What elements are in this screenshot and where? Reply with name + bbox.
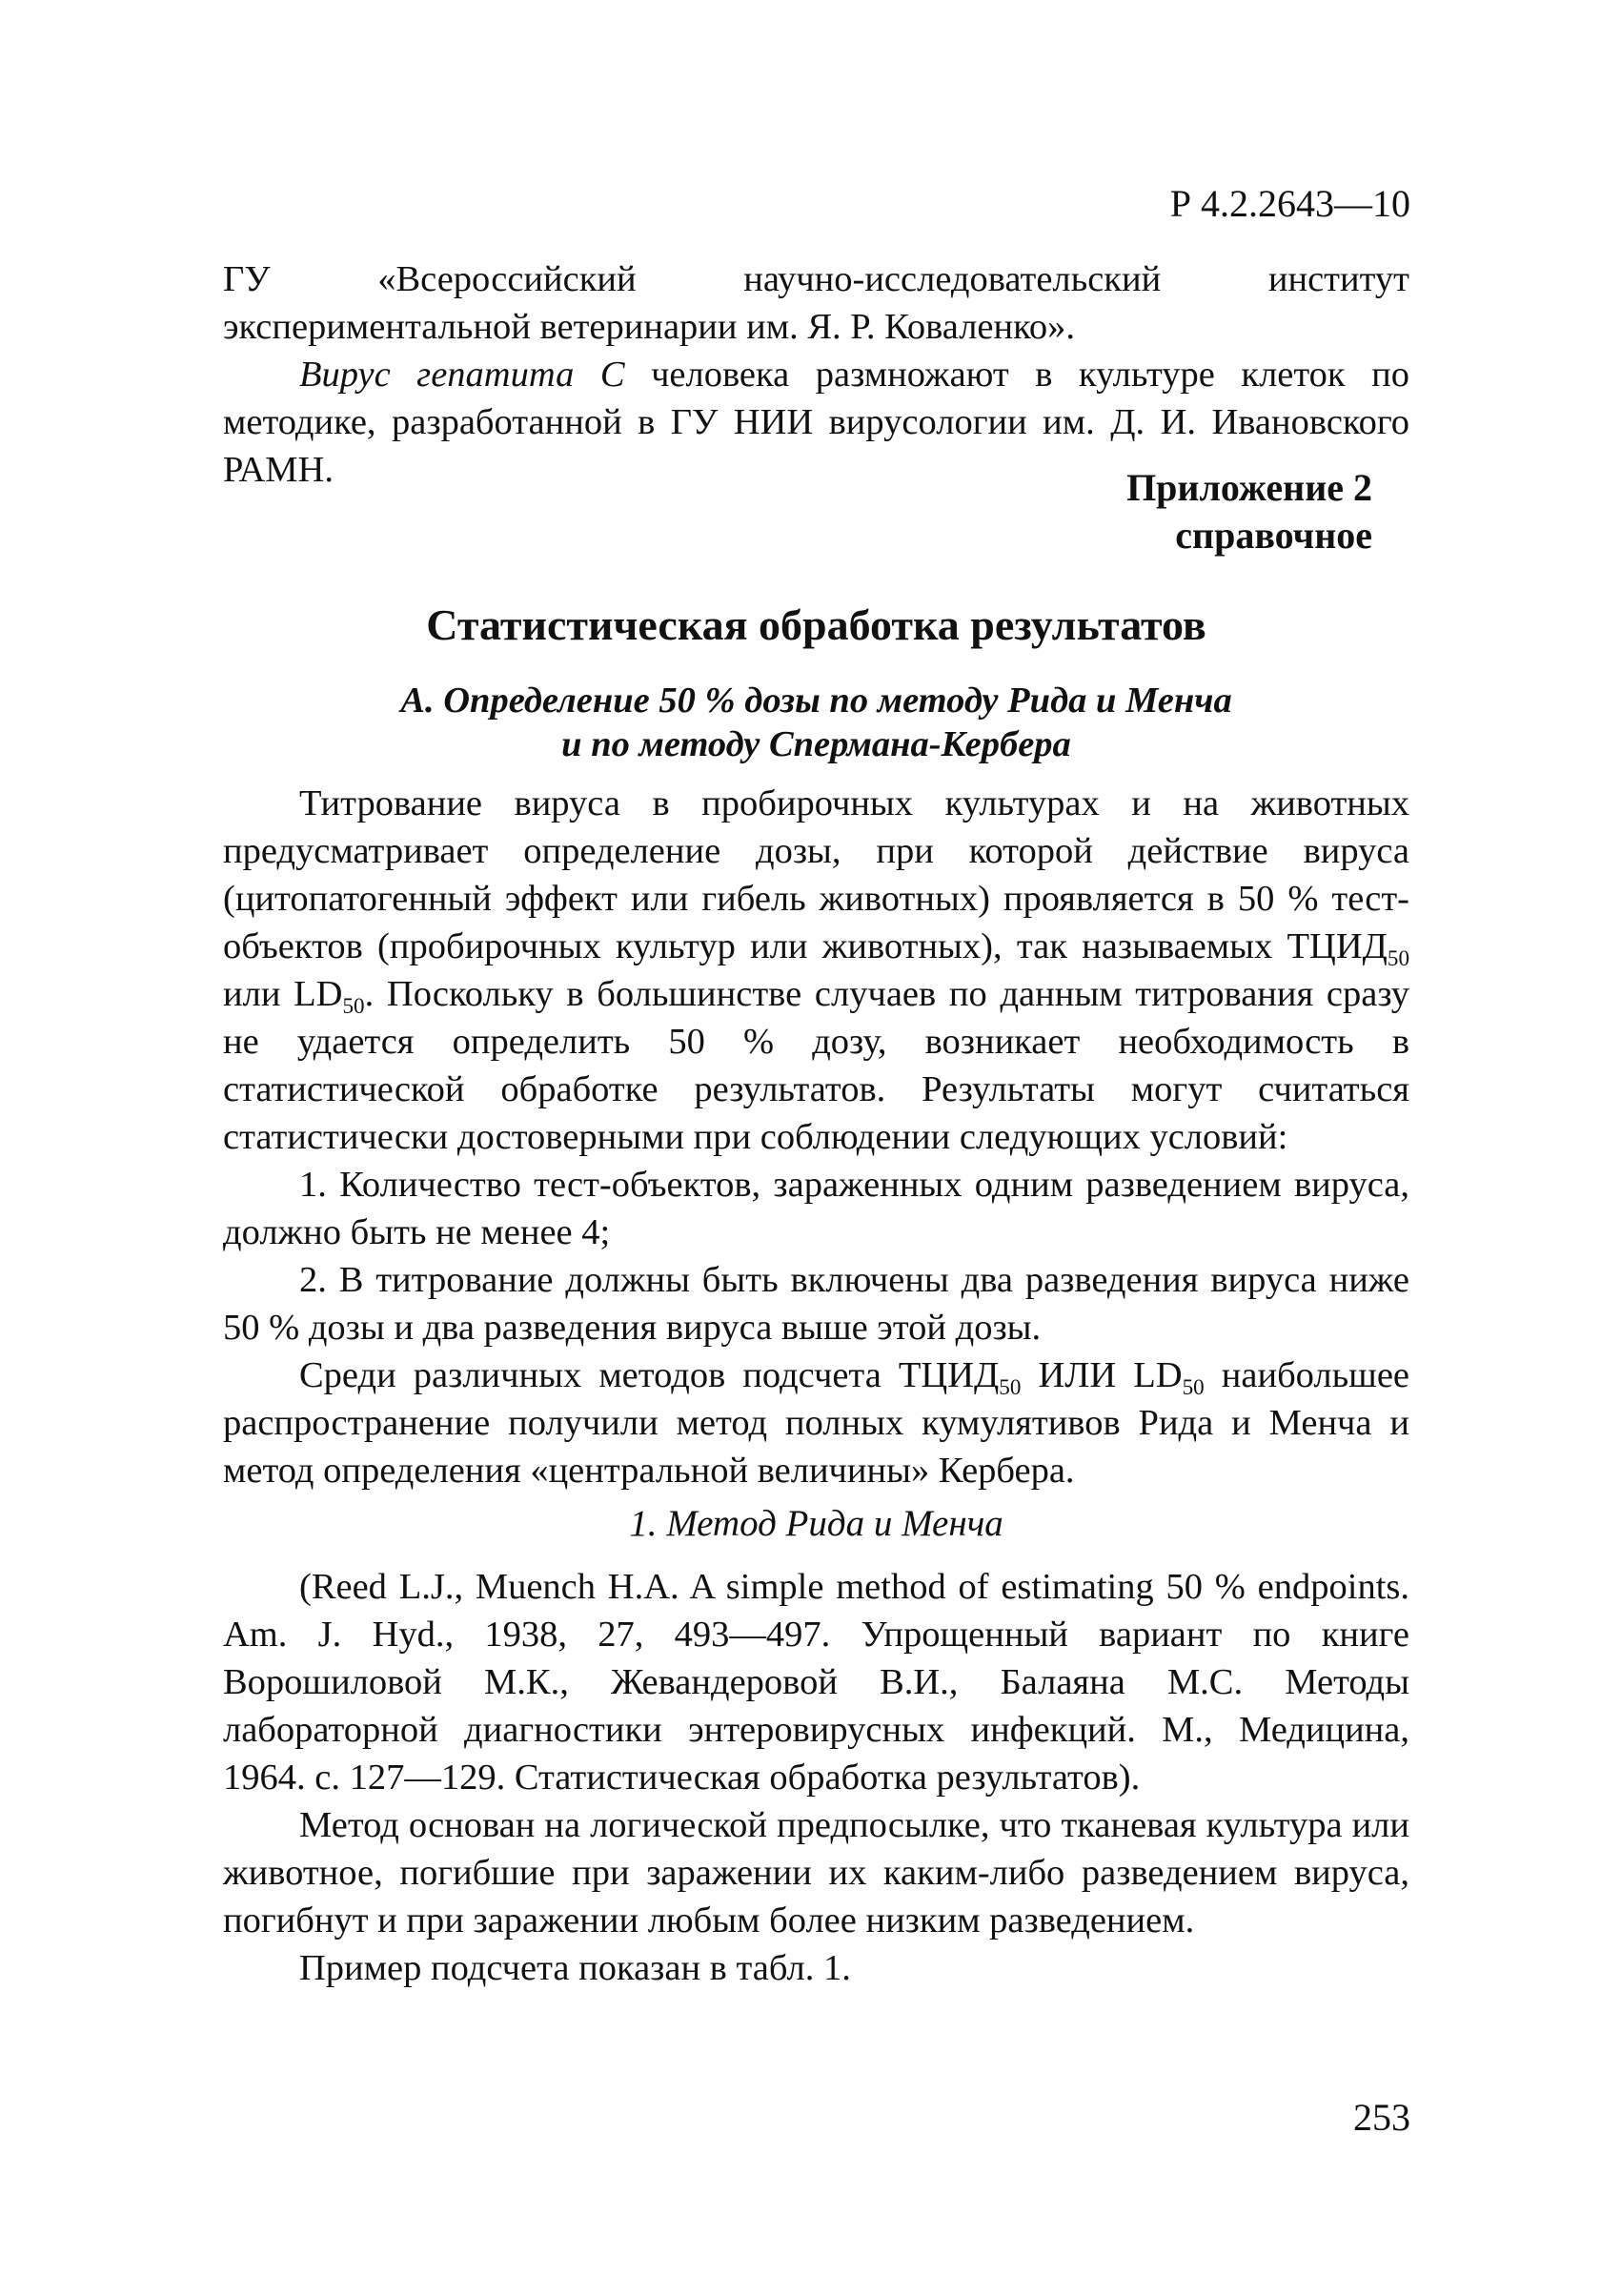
subscript-50: 50 bbox=[1182, 1374, 1205, 1399]
section-title: Статистическая обработка результатов bbox=[426, 600, 1206, 649]
body-paragraph-2-part-b: ИЛИ LD bbox=[1021, 1355, 1183, 1395]
intro-paragraph-1: ГУ «Всероссийский научно-исследовательский институт экспериментальной ветеринарии им. Я. Р. Коваленко». bbox=[223, 259, 1409, 347]
body-text bbox=[223, 780, 1409, 1494]
method-paragraph-1: Метод основан на логической предпосылке, что тканевая культура или животное, погибшие при заражении их каким-либо разведением вируса, погибнут и при заражении любым более низким разведением. bbox=[223, 1805, 1409, 1940]
method-title: 1. Метод Рида и Менча bbox=[629, 1503, 1003, 1544]
method-text bbox=[223, 1563, 1409, 1992]
page-number: 253 bbox=[1353, 2096, 1410, 2139]
method-reference: (Reed L.J., Muench H.A. A simple method of estimating 50 % endpoints. Am. J. Hyd., 1938, 27, 493—497. Упрощенный вариант по книге Ворошиловой М.К., Жевандеровой В.И., Балаяна М.С. Методы лабораторной диагностики энтеровирусных инфекций. М., Медицина, 1964. с. 127—129. Статистическая обработка результатов). bbox=[223, 1567, 1409, 1798]
section-subtitle bbox=[223, 679, 1409, 766]
document-code: Р 4.2.2643—10 bbox=[1169, 182, 1410, 225]
body-paragraph-1-part-c: . Поскольку в большинстве случаев по данным титрования сразу не удается определить 50 % дозу, возникает необходимость в статистической обработке результатов. Результаты могут считаться статистически достоверными при соблюдении следующих условий: bbox=[223, 974, 1409, 1157]
body-paragraph-2 bbox=[223, 1351, 1409, 1494]
body-paragraph-1-part-a: Титрование вируса в пробирочных культурах и на животных предусматривает определение дозы, при которой действие вируса (цитопатогенный эффект или гибель животных) проявляется в 50 % тест-объектов (пробирочных культур или животных), так называемых ТЦИД bbox=[223, 783, 1409, 966]
section-subtitle-line-1: А. Определение 50 % дозы по методу Рида и Менча bbox=[400, 681, 1232, 721]
body-paragraph-1 bbox=[223, 780, 1409, 1161]
method-paragraph-2: Пример подсчета показан в табл. 1. bbox=[299, 1948, 851, 1988]
subscript-50: 50 bbox=[1387, 945, 1409, 970]
body-paragraph-1-part-b: или LD bbox=[223, 974, 343, 1014]
subscript-50: 50 bbox=[999, 1374, 1022, 1399]
section-subtitle-line-2: и по методу Спермана-Кербера bbox=[561, 724, 1071, 764]
intro-paragraph-2-text: человека размножают в культуре клеток по методике, разработанной в ГУ НИИ вирусологии им. Д. И. Ивановского РАМН. bbox=[223, 355, 1409, 490]
list-item-2: 2. В титрование должны быть включены два разведения вируса ниже 50 % дозы и два разведения вируса выше этой дозы. bbox=[223, 1260, 1409, 1348]
body-paragraph-2-part-c: наибольшее распространение получили метод полных кумулятивов Рида и Менча и метод определения «центральной величины» Кербера. bbox=[223, 1355, 1410, 1491]
body-paragraph-2-part-a: Среди различных методов подсчета ТЦИД bbox=[299, 1355, 1000, 1395]
subscript-50: 50 bbox=[342, 993, 365, 1018]
appendix-type: справочное bbox=[1175, 514, 1372, 557]
appendix-number: Приложение 2 bbox=[1126, 466, 1372, 509]
virus-name: Вирус гепатита С bbox=[299, 355, 625, 395]
intro-text bbox=[223, 255, 1409, 494]
appendix-label bbox=[953, 464, 1372, 559]
list-item-1: 1. Количество тест-объектов, зараженных одним разведением вируса, должно быть не менее 4; bbox=[223, 1165, 1409, 1252]
